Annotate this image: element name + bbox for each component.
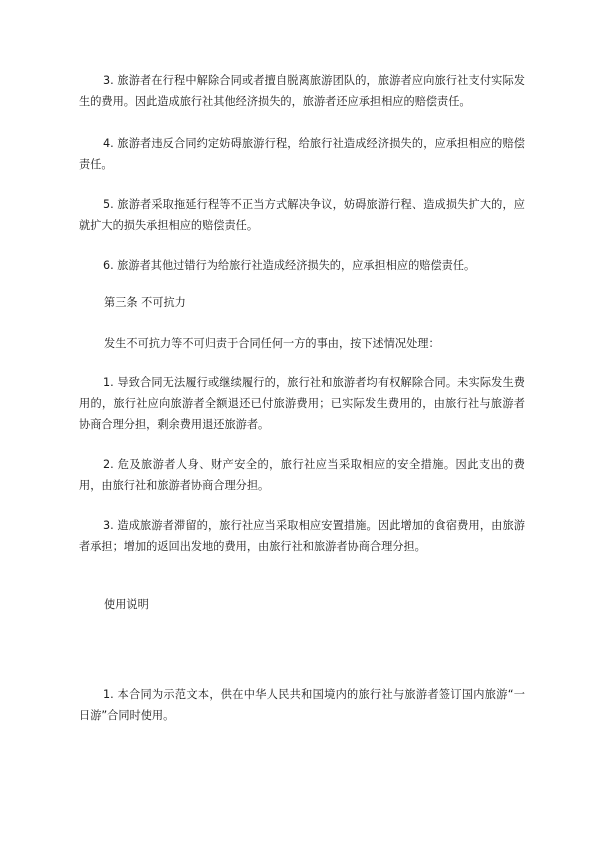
article-heading: 第三条 不可抗力 (104, 296, 186, 309)
clause-paragraph-3: 3. 旅游者在行程中解除合同或者擅自脱离旅游团队的，旅游者应向旅行社支付实际发生的费用。因此造成旅行社其他经济损失的，旅游者还应承担相应的赔偿责任。 (79, 74, 525, 108)
usage-notes-heading: 使用说明 (104, 598, 149, 611)
force-majeure-item-2: 2. 危及旅游者人身、财产安全的，旅行社应当采取相应的安全措施。因此支出的费用，由旅行社和旅游者协商合理分担。 (79, 458, 525, 492)
force-majeure-item-1: 1. 导致合同无法履行或继续履行的，旅行社和旅游者均有权解除合同。未实际发生费用的，旅行社应向旅游者全额退还已付旅游费用；已实际发生费用的，由旅行社与旅游者协商合理分担，剩余费用退还旅游者。 (79, 376, 525, 431)
article-intro: 发生不可抗力等不可归责于合同任何一方的事由，按下述情况处理： (104, 337, 440, 350)
usage-note-1: 1. 本合同为示范文本，供在中华人民共和国境内的旅行社与旅游者签订国内旅游“一日游”合同时使用。 (79, 688, 525, 722)
clause-paragraph-6: 6. 旅游者其他过错行为给旅行社造成经济损失的，应承担相应的赔偿责任。 (103, 259, 476, 272)
force-majeure-item-3: 3. 造成旅游者滞留的，旅行社应当采取相应安置措施。因此增加的食宿费用，由旅游者承担；增加的返回出发地的费用，由旅行社和旅游者协商合理分担。 (79, 519, 525, 553)
clause-paragraph-5: 5. 旅游者采取拖延行程等不正当方式解决争议，妨碍旅游行程、造成损失扩大的，应就扩大的损失承担相应的赔偿责任。 (79, 198, 525, 232)
clause-paragraph-4: 4. 旅游者违反合同约定妨碍旅游行程，给旅行社造成经济损失的，应承担相应的赔偿责任。 (79, 137, 525, 171)
